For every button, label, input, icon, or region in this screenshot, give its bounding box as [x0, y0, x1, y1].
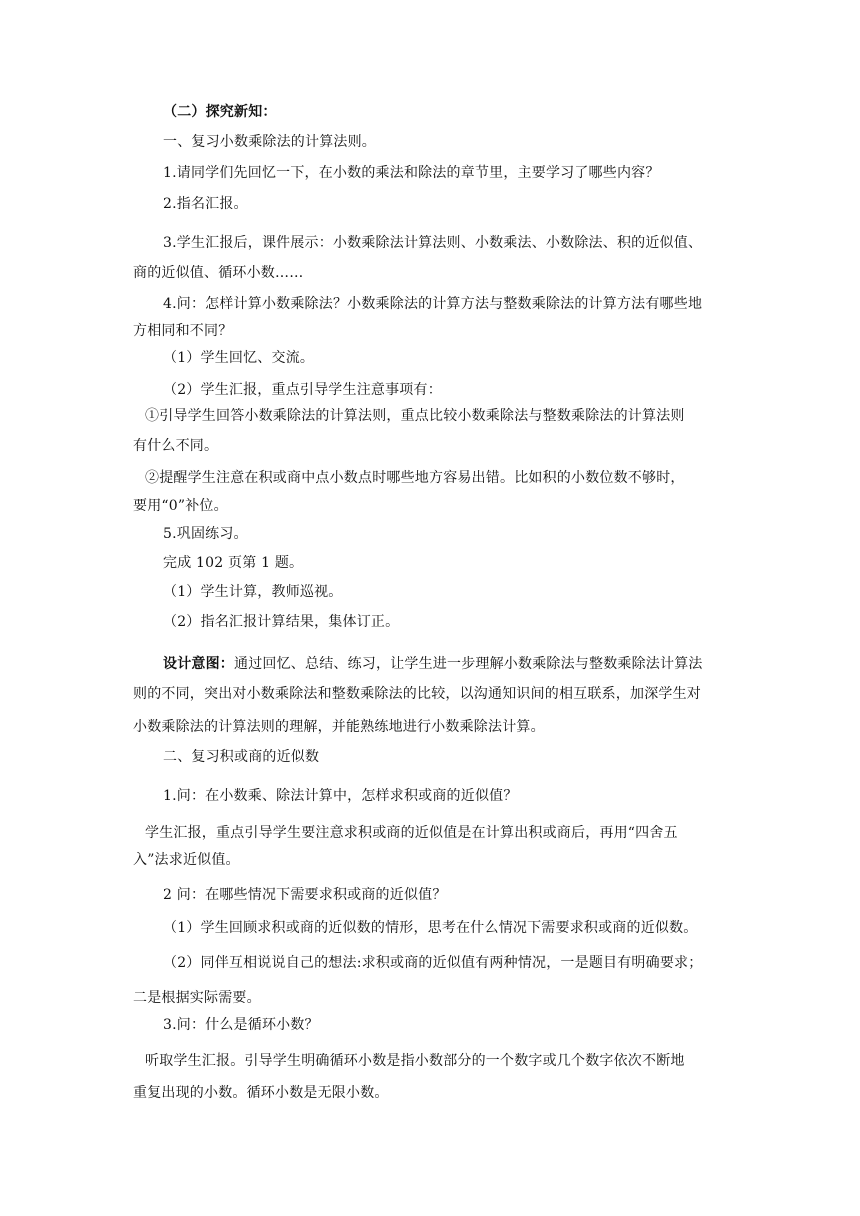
section-1-title: 一、复习小数乘除法的计算法则。 [163, 134, 376, 150]
paragraph-1-5-a: 完成 102 页第 1 题。 [163, 555, 304, 571]
paragraph-2-1-answer-line-1: 学生汇报，重点引导学生要注意求积或商的近似值是在计算出积或商后，再用“四舍五 [145, 825, 678, 841]
paragraph-2-2: 2 问：在哪些情况下需要求积或商的近似值？ [163, 887, 447, 903]
paragraph-1-3-line-1: 3.学生汇报后，课件展示：小数乘除法计算法则、小数乘法、小数除法、积的近似值、 [163, 235, 703, 251]
paragraph-2-1-answer-line-2: 入”法求近似值。 [133, 852, 240, 868]
paragraph-1-5-c: （2）指名汇报计算结果，集体订正。 [163, 614, 400, 630]
design-intent-line-1 [163, 654, 703, 674]
design-intent-label: 设计意图： [163, 656, 234, 672]
paragraph-2-2-a: （1）学生回顾求积或商的近似数的情形，思考在什么情况下需要求积或商的近似数。 [163, 920, 698, 936]
paragraph-1-4-d-line-1: ②提醒学生注意在积或商中点小数点时哪些地方容易出错。比如积的小数位数不够时， [145, 470, 685, 486]
paragraph-1-4-line-1: 4.问：怎样计算小数乘除法？小数乘除法的计算方法与整数乘除法的计算方法有哪些地 [163, 296, 703, 312]
section-2-title: 二、复习积或商的近似数 [163, 749, 320, 765]
section-heading: （二）探究新知： [163, 104, 277, 120]
paragraph-2-3: 3.问：什么是循环小数？ [163, 1017, 319, 1033]
design-intent-text: 通过回忆、总结、练习，让学生进一步理解小数乘除法与整数乘除法计算法 [234, 656, 703, 672]
paragraph-2-3-answer-line-2: 重复出现的小数。循环小数是无限小数。 [133, 1085, 389, 1101]
design-intent-line-3: 小数乘除法的计算法则的理解，并能熟练地进行小数乘除法计算。 [133, 719, 545, 735]
paragraph-1-4-d-line-2: 要用“0”补位。 [133, 498, 228, 514]
paragraph-2-1: 1.问：在小数乘、除法计算中，怎样求积或商的近似值？ [163, 788, 518, 804]
paragraph-2-2-b-line-1: （2）同伴互相说说自己的想法:求积或商的近似值有两种情况，一是题目有明确要求； [163, 955, 703, 971]
paragraph-1-2: 2.指名汇报。 [163, 196, 248, 212]
paragraph-1-4-c-line-2: 有什么不同。 [133, 438, 219, 454]
paragraph-2-2-b-line-2: 二是根据实际需要。 [133, 990, 261, 1006]
paragraph-1-4-a: （1）学生回忆、交流。 [163, 350, 315, 366]
paragraph-1-5: 5.巩固练习。 [163, 526, 248, 542]
paragraph-2-3-answer-line-1: 听取学生汇报。引导学生明确循环小数是指小数部分的一个数字或几个数字依次不断地 [145, 1053, 685, 1069]
paragraph-1-1: 1.请同学们先回忆一下，在小数的乘法和除法的章节里，主要学习了哪些内容？ [163, 165, 660, 181]
paragraph-1-4-line-2: 方相同和不同？ [133, 323, 233, 339]
paragraph-1-4-c-line-1: ①引导学生回答小数乘除法的计算法则，重点比较小数乘除法与整数乘除法的计算法则 [145, 408, 685, 424]
design-intent-line-2: 则的不同，突出对小数乘除法和整数乘除法的比较，以沟通知识间的相互联系，加深学生对 [133, 686, 701, 702]
paragraph-1-5-b: （1）学生计算，教师巡视。 [163, 584, 343, 600]
paragraph-1-3-line-2: 商的近似值、循环小数…… [133, 265, 304, 281]
paragraph-1-4-b: （2）学生汇报，重点引导学生注意事项有： [163, 382, 442, 398]
